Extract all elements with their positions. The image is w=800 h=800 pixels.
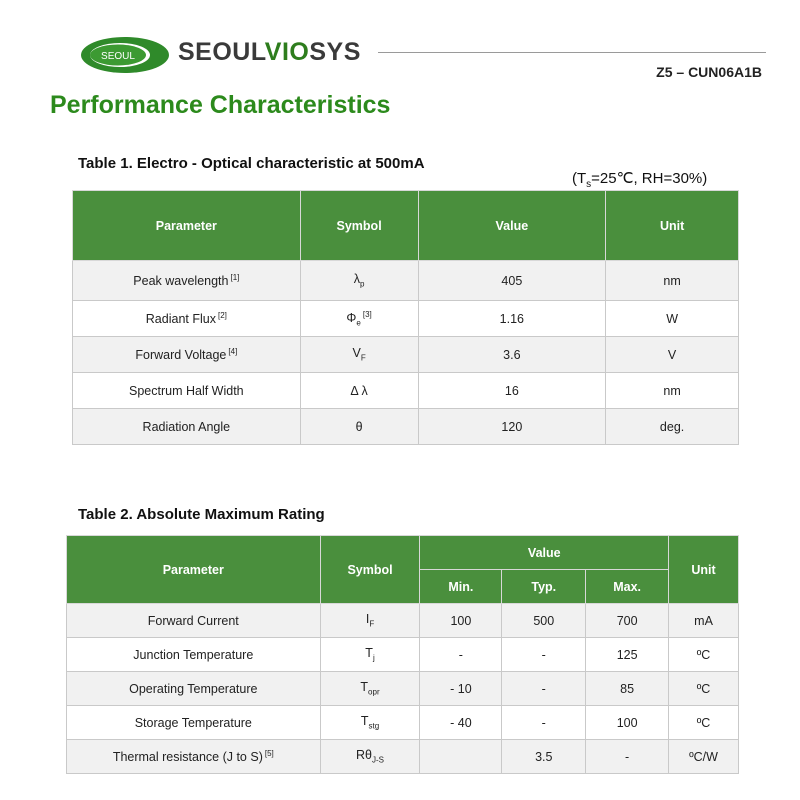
max-cell: 85 bbox=[586, 672, 669, 706]
symbol: θ bbox=[355, 419, 363, 434]
col-header-max: Max. bbox=[586, 570, 669, 604]
table1-condition: ($T_s=25℃$, RH=30%) bbox=[572, 170, 708, 190]
parameter-cell bbox=[73, 409, 301, 445]
table-row bbox=[73, 373, 739, 409]
value-cell: 405 bbox=[418, 261, 606, 301]
symbol-cell bbox=[300, 337, 418, 373]
col-header-parameter: Parameter bbox=[67, 536, 321, 604]
max-cell: 125 bbox=[586, 638, 669, 672]
min-cell: - 40 bbox=[420, 706, 502, 740]
parameter-name: Storage Temperature bbox=[134, 715, 252, 730]
parameter-name: Forward Voltage bbox=[135, 348, 227, 363]
footnote-ref: [4] bbox=[228, 346, 238, 356]
footnote-ref: [5] bbox=[264, 748, 274, 758]
symbol: Δ λ bbox=[350, 383, 368, 398]
logo-text: SEOUL bbox=[101, 51, 135, 62]
symbol: T bbox=[360, 714, 369, 729]
table-row bbox=[73, 261, 739, 301]
parameter-cell bbox=[67, 706, 321, 740]
doc-number: Z5 – CUN06A1B bbox=[656, 64, 762, 80]
symbol-subscript: stg bbox=[368, 721, 380, 731]
seoul-logo bbox=[80, 36, 170, 74]
typ-cell: - bbox=[502, 706, 586, 740]
parameter-cell bbox=[73, 337, 301, 373]
col-header-value: Value bbox=[418, 191, 606, 261]
symbol-subscript: p bbox=[359, 279, 365, 289]
table-row bbox=[67, 672, 739, 706]
parameter-name: Radiant Flux bbox=[145, 312, 216, 327]
symbol-subscript: j bbox=[372, 653, 375, 663]
unit-cell: V bbox=[606, 337, 739, 373]
symbol: Φ bbox=[346, 310, 357, 325]
table-row bbox=[67, 604, 739, 638]
symbol-cell bbox=[300, 409, 418, 445]
parameter-cell bbox=[73, 261, 301, 301]
min-cell: - 10 bbox=[420, 672, 502, 706]
table-row bbox=[73, 301, 739, 337]
unit-cell: nm bbox=[606, 373, 739, 409]
table1-caption: Table 1. Electro - Optical characteristic at 500mA bbox=[78, 155, 425, 172]
symbol-subscript: opr bbox=[368, 687, 380, 697]
col-header-typ: Typ. bbox=[502, 570, 586, 604]
parameter-name: Spectrum Half Width bbox=[129, 383, 244, 398]
footnote-ref: [1] bbox=[230, 272, 240, 282]
col-header-unit: Unit bbox=[606, 191, 739, 261]
typ-cell: 3.5 bbox=[502, 740, 586, 774]
symbol: V bbox=[352, 346, 361, 361]
symbol-subscript: F bbox=[369, 619, 375, 629]
col-header-symbol: Symbol bbox=[320, 536, 420, 604]
unit-cell: ºC bbox=[669, 706, 739, 740]
max-cell: 700 bbox=[586, 604, 669, 638]
symbol-cell bbox=[300, 301, 418, 337]
unit-cell: deg. bbox=[606, 409, 739, 445]
parameter-name: Thermal resistance (J to S) bbox=[112, 750, 263, 765]
parameter-cell bbox=[73, 373, 301, 409]
table-row bbox=[67, 706, 739, 740]
table-row bbox=[73, 409, 739, 445]
col-header-unit: Unit bbox=[669, 536, 739, 604]
unit-cell: mA bbox=[669, 604, 739, 638]
symbol: T bbox=[360, 680, 369, 695]
parameter-name: Radiation Angle bbox=[142, 419, 231, 434]
parameter-cell bbox=[67, 638, 321, 672]
symbol-subscript: F bbox=[360, 353, 366, 363]
footnote-ref: [2] bbox=[217, 310, 227, 320]
symbol-cell bbox=[320, 638, 420, 672]
symbol-cell bbox=[320, 706, 420, 740]
parameter-cell bbox=[67, 604, 321, 638]
col-header-min: Min. bbox=[420, 570, 502, 604]
symbol: λ bbox=[353, 272, 360, 287]
max-cell: - bbox=[586, 740, 669, 774]
col-header-parameter: Parameter bbox=[73, 191, 301, 261]
max-cell: 100 bbox=[586, 706, 669, 740]
unit-cell: W bbox=[606, 301, 739, 337]
table-row bbox=[67, 740, 739, 774]
col-header-value: Value bbox=[420, 536, 669, 570]
parameter-cell bbox=[67, 672, 321, 706]
parameter-name: Peak wavelength bbox=[133, 274, 229, 289]
absolute-max-rating-table bbox=[66, 535, 739, 774]
symbol: T bbox=[365, 646, 373, 661]
symbol-cell bbox=[320, 740, 420, 774]
symbol-cell bbox=[320, 604, 420, 638]
typ-cell: - bbox=[502, 638, 586, 672]
value-cell: 1.16 bbox=[418, 301, 606, 337]
brand-wordmark: SEOULVIOSYS bbox=[178, 38, 361, 66]
symbol: Rθ bbox=[356, 748, 372, 763]
parameter-name: Junction Temperature bbox=[133, 647, 254, 662]
typ-cell: - bbox=[502, 672, 586, 706]
symbol-cell bbox=[300, 373, 418, 409]
parameter-name: Operating Temperature bbox=[129, 681, 258, 696]
symbol-note: [3] bbox=[362, 309, 372, 319]
symbol-cell bbox=[320, 672, 420, 706]
table-row bbox=[67, 638, 739, 672]
page-title: Performance Characteristics bbox=[50, 91, 391, 119]
unit-cell: nm bbox=[606, 261, 739, 301]
min-cell bbox=[420, 740, 502, 774]
table2-caption: Table 2. Absolute Maximum Rating bbox=[78, 506, 325, 523]
symbol-cell bbox=[300, 261, 418, 301]
table-row bbox=[73, 337, 739, 373]
parameter-name: Forward Current bbox=[147, 613, 239, 628]
value-cell: 16 bbox=[418, 373, 606, 409]
electro-optical-table bbox=[72, 190, 739, 445]
col-header-symbol: Symbol bbox=[300, 191, 418, 261]
unit-cell: ºC bbox=[669, 672, 739, 706]
parameter-cell bbox=[67, 740, 321, 774]
min-cell: 100 bbox=[420, 604, 502, 638]
unit-cell: ºC/W bbox=[669, 740, 739, 774]
min-cell: - bbox=[420, 638, 502, 672]
value-cell: 3.6 bbox=[418, 337, 606, 373]
header-rule bbox=[378, 52, 766, 53]
typ-cell: 500 bbox=[502, 604, 586, 638]
value-cell: 120 bbox=[418, 409, 606, 445]
symbol: I bbox=[365, 612, 370, 627]
symbol-subscript: J-S bbox=[372, 755, 384, 765]
unit-cell: ºC bbox=[669, 638, 739, 672]
parameter-cell bbox=[73, 301, 301, 337]
symbol-subscript: e bbox=[356, 318, 361, 328]
